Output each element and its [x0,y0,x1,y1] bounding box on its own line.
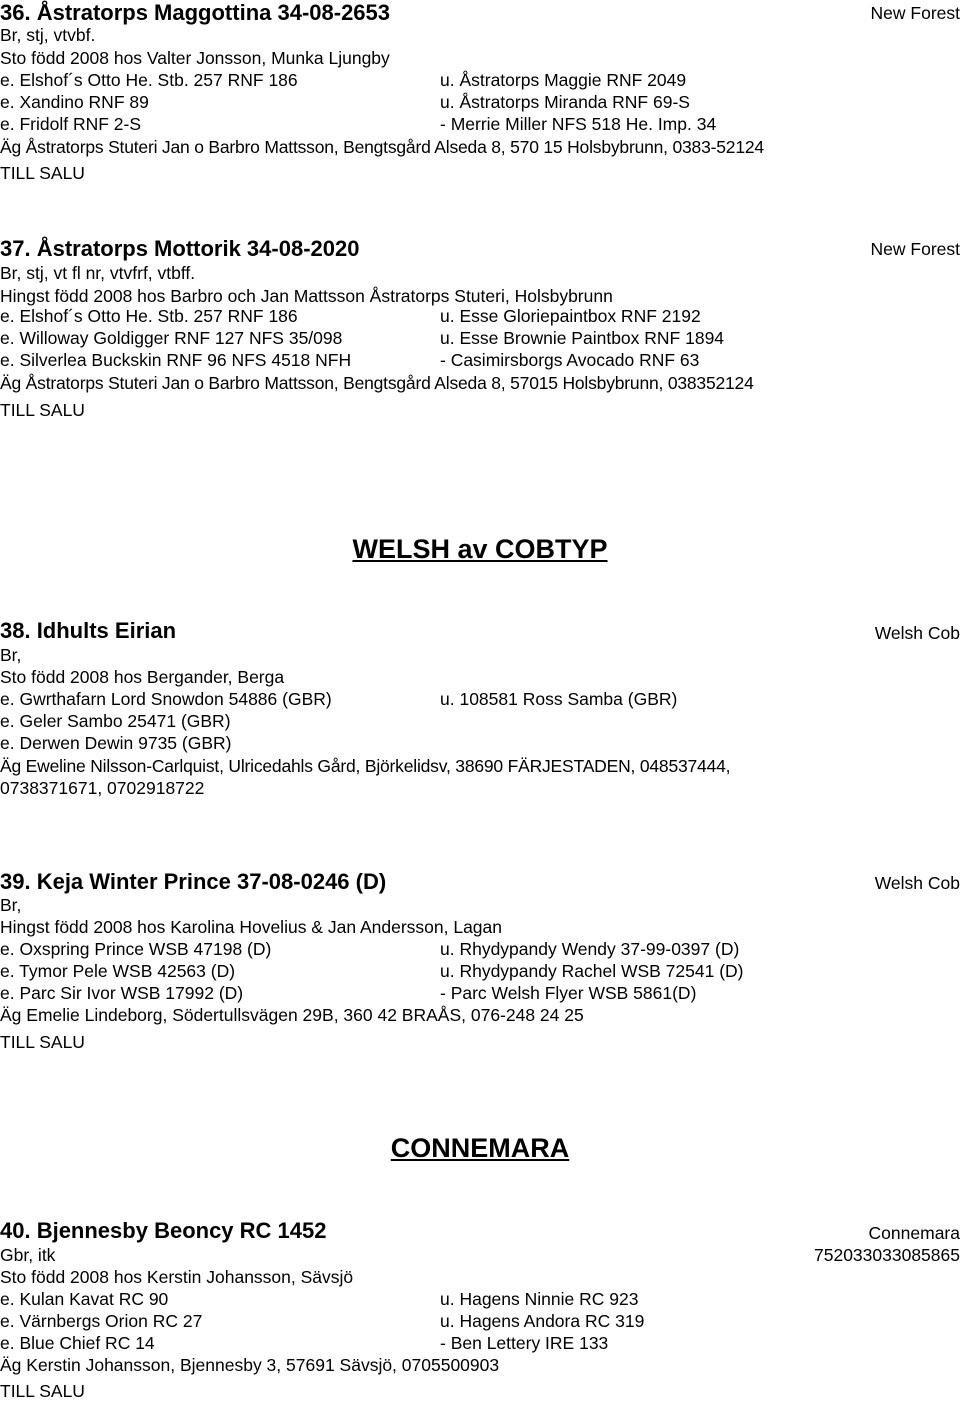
entry-36-breed: New Forest [870,3,960,23]
entry-37-pedigree-3-left: e. Silverlea Buckskin RNF 96 NFS 4518 NFH [0,350,352,370]
entry-39-color: Br, [0,895,22,915]
entry-38-pedigree-3-left: e. Derwen Dewin 9735 (GBR) [0,733,232,753]
entry-40-color: Gbr, itk [0,1245,56,1265]
entry-40-sale: TILL SALU [0,1381,85,1401]
entry-36-pedigree-2-right: u. Åstratorps Miranda RNF 69-S [440,92,690,112]
entry-39-pedigree-3-left: e. Parc Sir Ivor WSB 17992 (D) [0,983,244,1003]
entry-36-title: 36. Åstratorps Maggottina 34-08-2653 [0,0,391,25]
entry-39-sale: TILL SALU [0,1032,85,1052]
section-heading-connemara: CONNEMARA [390,1133,570,1163]
entry-36-sale: TILL SALU [0,163,85,183]
entry-36-pedigree-2-left: e. Xandino RNF 89 [0,92,149,112]
entry-37-breed: New Forest [870,239,960,259]
entry-38-title: 38. Idhults Eirian [0,618,177,643]
entry-40-owner: Äg Kerstin Johansson, Bjennesby 3, 57691 Sävsjö, 0705500903 [0,1355,500,1375]
entry-38-pedigree-1-left: e. Gwrthafarn Lord Snowdon 54886 (GBR) [0,689,332,709]
entry-40-breed: Connemara [868,1223,960,1243]
entry-40-birth: Sto född 2008 hos Kerstin Johansson, Sävsjö [0,1267,354,1287]
entry-39-pedigree-2-left: e. Tymor Pele WSB 42563 (D) [0,961,236,981]
section-heading-welsh: WELSH av COBTYP [352,534,608,564]
entry-40-pedigree-2-left: e. Värnbergs Orion RC 27 [0,1311,203,1331]
entry-38-birth: Sto född 2008 hos Bergander, Berga [0,667,285,687]
entry-36-owner: Äg Åstratorps Stuteri Jan o Barbro Mattsson, Bengtsgård Alseda 8, 570 15 Holsbybrunn, 0383-52124 [0,137,764,157]
entry-36-pedigree-3-right: - Merrie Miller NFS 518 He. Imp. 34 [440,114,717,134]
entry-39-title: 39. Keja Winter Prince 37-08-0246 (D) [0,869,387,894]
entry-38-owner-line-1: Äg Eweline Nilsson-Carlquist, Ulricedahls Gård, Björkelidsv, 38690 FÄRJESTADEN, 048537444, [0,756,731,776]
entry-40-pedigree-2-right: u. Hagens Andora RC 319 [440,1311,645,1331]
entry-36-color: Br, stj, vtvbf. [0,25,96,45]
entry-37-color: Br, stj, vt fl nr, vtvfrf, vtbff. [0,263,196,283]
entry-38-color: Br, [0,645,22,665]
entry-37-pedigree-2-left: e. Willoway Goldigger RNF 127 NFS 35/098 [0,328,343,348]
entry-37-birth: Hingst född 2008 hos Barbro och Jan Mattsson Åstratorps Stuteri, Holsbybrunn [0,286,613,306]
entry-39-pedigree-1-left: e. Oxspring Prince WSB 47198 (D) [0,939,272,959]
entry-36-birth: Sto född 2008 hos Valter Jonsson, Munka Ljungby [0,48,390,68]
entry-40-pedigree-3-right: - Ben Lettery IRE 133 [440,1333,609,1353]
entry-37-pedigree-3-right: - Casimirsborgs Avocado RNF 63 [440,350,700,370]
entry-40-pedigree-3-left: e. Blue Chief RC 14 [0,1333,155,1353]
entry-39-owner: Äg Emelie Lindeborg, Södertullsvägen 29B, 360 42 BRAÅS, 076-248 24 25 [0,1005,584,1025]
entry-39-pedigree-1-right: u. Rhydypandy Wendy 37-99-0397 (D) [440,939,740,959]
entry-39-birth: Hingst född 2008 hos Karolina Hovelius & Jan Andersson, Lagan [0,917,502,937]
entry-39-pedigree-3-right: - Parc Welsh Flyer WSB 5861(D) [440,983,697,1003]
entry-40-pedigree-1-right: u. Hagens Ninnie RC 923 [440,1289,639,1309]
entry-40-title: 40. Bjennesby Beoncy RC 1452 [0,1218,327,1243]
entry-39-breed: Welsh Cob [874,873,960,893]
entry-37-pedigree-1-right: u. Esse Gloriepaintbox RNF 2192 [440,306,701,326]
entry-37-owner: Äg Åstratorps Stuteri Jan o Barbro Mattsson, Bengtsgård Alseda 8, 57015 Holsbybrunn, 038352124 [0,373,754,393]
entry-38-pedigree-2-left: e. Geler Sambo 25471 (GBR) [0,711,231,731]
entry-40-chip-number: 752033033085865 [814,1245,960,1265]
entry-37-pedigree-2-right: u. Esse Brownie Paintbox RNF 1894 [440,328,725,348]
entry-39-pedigree-2-right: u. Rhydypandy Rachel WSB 72541 (D) [440,961,744,981]
entry-40-pedigree-1-left: e. Kulan Kavat RC 90 [0,1289,169,1309]
entry-37-title: 37. Åstratorps Mottorik 34-08-2020 [0,236,360,261]
entry-38-owner-line-2: 0738371671, 0702918722 [0,778,205,798]
entry-36-pedigree-1-left: e. Elshof´s Otto He. Stb. 257 RNF 186 [0,70,298,90]
entry-37-sale: TILL SALU [0,400,85,420]
entry-36-pedigree-1-right: u. Åstratorps Maggie RNF 2049 [440,70,687,90]
entry-37-pedigree-1-left: e. Elshof´s Otto He. Stb. 257 RNF 186 [0,306,298,326]
entry-36-pedigree-3-left: e. Fridolf RNF 2-S [0,114,141,134]
entry-38-pedigree-1-right: u. 108581 Ross Samba (GBR) [440,689,678,709]
entry-38-breed: Welsh Cob [874,623,960,643]
